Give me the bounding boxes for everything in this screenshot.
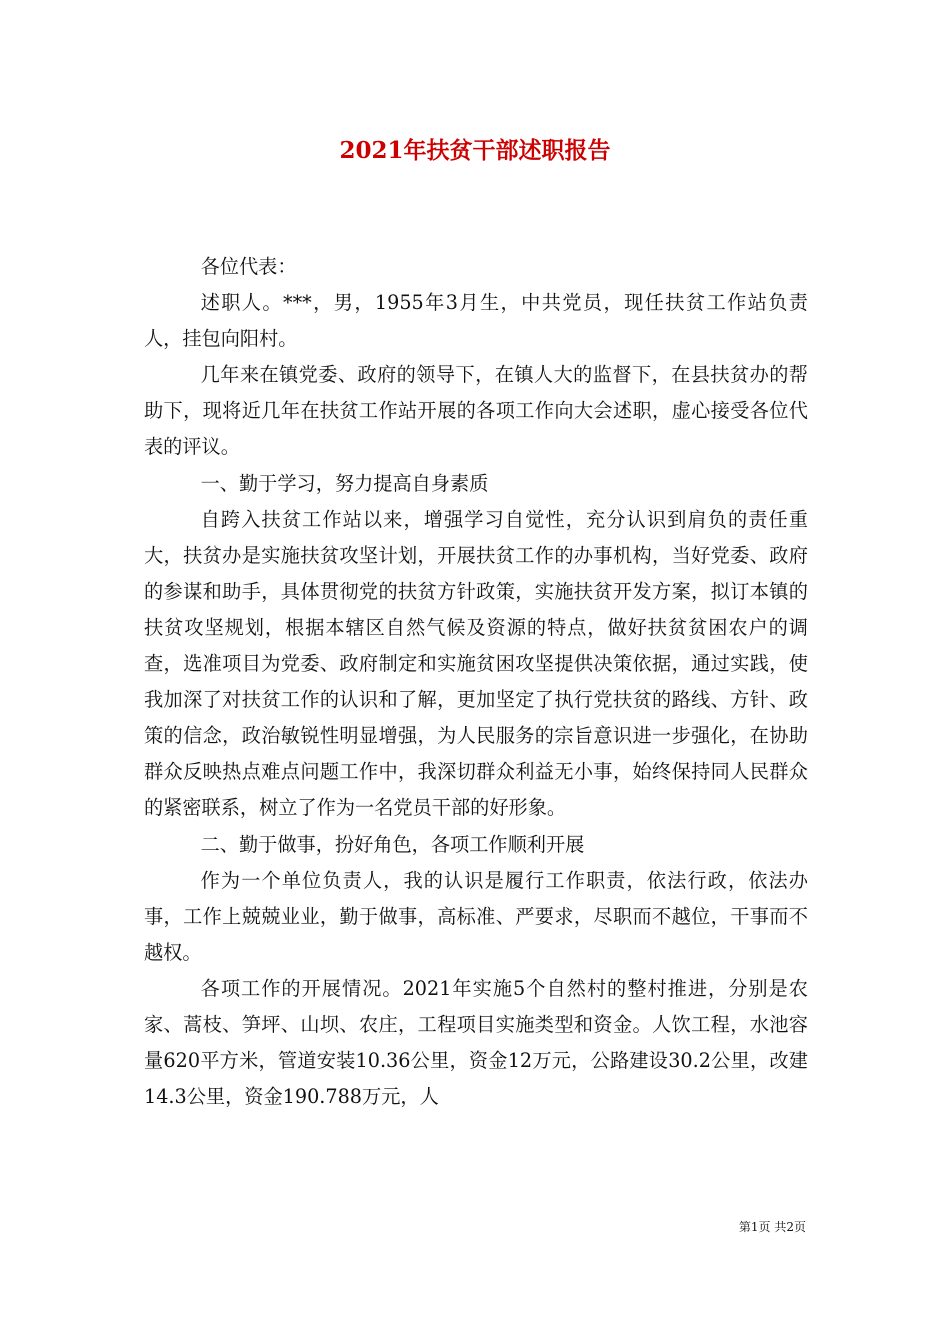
salutation: 各位代表： [200, 255, 297, 278]
page-title: 2021年扶贫干部述职报告 [339, 137, 611, 164]
paragraph: 作为一个单位负责人，我的认识是履行工作职责，依法行政，依法办事，工作上兢兢业业，勤于做事，高标准、严要求，尽职而不越位，干事而不越权。 [144, 868, 808, 964]
paragraph: 各项工作的开展情况。2021年实施5个自然村的整村推进，分别是农家、蒿枝、笋坪、山坝、农庄，工程项目实施类型和资金。人饮工程，水池容量620平方米，管道安装10.36公里，资金12万元，公路建设30.2公里，改建14.3公里，资金190.788万元，人 [144, 976, 808, 1109]
document-body [144, 249, 808, 1115]
paragraph: 述职人。***，男，1955年3月生，中共党员，现任扶贫工作站负责人，挂包向阳村。 [144, 291, 808, 351]
section-heading: 一、勤于学习，努力提高自身素质 [200, 471, 489, 495]
section-heading: 二、勤于做事，扮好角色，各项工作顺利开展 [200, 832, 585, 856]
paragraph: 自跨入扶贫工作站以来，增强学习自觉性，充分认识到肩负的责任重大，扶贫办是实施扶贫攻坚计划，开展扶贫工作的办事机构，当好党委、政府的参谋和助手，具体贯彻党的扶贫方针政策，实施扶贫开发方案，拟订本镇的扶贫攻坚规划，根据本辖区自然气候及资源的特点，做好扶贫贫困农户的调查，选准项目为党委、政府制定和实施贫困攻坚提供决策依据，通过实践，使我加深了对扶贫工作的认识和了解，更加坚定了执行党扶贫的路线、方针、政策的信念，政治敏锐性明显增强，为人民服务的宗旨意识进一步强化，在协助群众反映热点难点问题工作中，我深切群众利益无小事，始终保持同人民群众的紧密联系，树立了作为一名党员干部的好形象。 [144, 507, 808, 820]
page-number-footer: 第1页 共2页 [738, 1220, 806, 1234]
paragraph: 几年来在镇党委、政府的领导下，在镇人大的监督下，在县扶贫办的帮助下，现将近几年在扶贫工作站开展的各项工作向大会述职，虚心接受各位代表的评议。 [144, 363, 808, 459]
